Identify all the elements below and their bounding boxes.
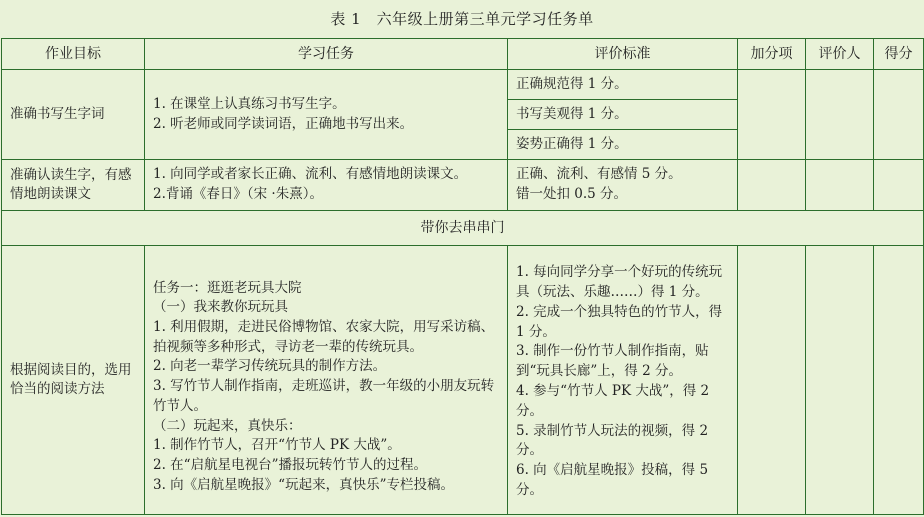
task-cell: [145, 160, 508, 211]
task-line: 任务一：逛逛老玩具大院: [153, 279, 302, 296]
table-row: [2, 246, 924, 515]
evaluator-cell: [806, 246, 874, 515]
task-line: 2.背诵《春日》（宋 ·朱熹）。: [153, 186, 323, 202]
task-line: 3. 写竹节人制作指南，走班巡讲，教一年级的小朋友玩转竹节人。: [153, 378, 495, 414]
criteria-cell: [508, 246, 738, 515]
criteria-line: 正确、流利、有感情 5 分。: [516, 166, 682, 183]
header-goal: 作业目标: [2, 39, 145, 70]
table-row: [2, 160, 924, 211]
task-cell: [145, 246, 508, 515]
header-task: 学习任务: [145, 39, 508, 70]
section-row: [2, 211, 924, 246]
table-row: [2, 70, 924, 100]
header-row: [2, 39, 924, 70]
task-line: 1. 制作竹节人，召开“竹节人 PK 大战”。: [153, 437, 401, 454]
header-score: 得分: [874, 39, 924, 70]
score-cell: [874, 246, 924, 515]
score-cell: [874, 70, 924, 160]
criteria-cell: 姿势正确得 1 分。: [508, 130, 738, 160]
task-line: 1. 向同学或者家长正确、流利、有感情地朗读课文。: [153, 166, 468, 183]
evaluator-cell: [806, 160, 874, 211]
task-line: 1. 利用假期，走进民俗博物馆、农家大院，用写采访稿、拍视频等多种形式，寻访老一辈的传统玩具。: [153, 319, 495, 355]
header-criteria: 评价标准: [508, 39, 738, 70]
header-evaluator: 评价人: [806, 39, 874, 70]
bonus-cell: [738, 70, 806, 160]
criteria-line: 错一处扣 0.5 分。: [516, 186, 628, 202]
criteria-line: 6. 向《启航星晚报》投稿，得 5 分。: [516, 462, 709, 498]
criteria-line: 1. 每向同学分享一个好玩的传统玩具（玩法、乐趣……）得 1 分。: [516, 264, 723, 301]
header-bonus: 加分项: [738, 39, 806, 70]
task-cell: [145, 70, 508, 160]
bonus-cell: [738, 160, 806, 211]
criteria-line: 3. 制作一份竹节人制作指南，贴到“玩具长廊”上，得 2 分。: [516, 343, 709, 380]
criteria-line: 5. 录制竹节人玩法的视频，得 2 分。: [516, 422, 709, 459]
task-line: 2. 听老师或同学读词语，正确地书写出来。: [153, 115, 414, 132]
score-cell: [874, 160, 924, 211]
task-line: （一）我来教你玩玩具: [153, 299, 288, 316]
criteria-cell: [508, 160, 738, 211]
bonus-cell: [738, 246, 806, 515]
goal-cell: 根据阅读目的，选用恰当的阅读方法: [2, 246, 145, 515]
table-caption: 表 1 六年级上册第三单元学习任务单: [330, 10, 594, 28]
criteria-line: 2. 完成一个独具特色的竹节人，得 1 分。: [516, 303, 723, 340]
criteria-cell: 书写美观得 1 分。: [508, 100, 738, 130]
evaluator-cell: [806, 70, 874, 160]
task-sheet-table: [1, 38, 924, 515]
goal-cell: 准确书写生字词: [2, 70, 145, 160]
section-title: 带你去串串门: [2, 211, 924, 246]
task-line: （二）玩起来，真快乐：: [153, 417, 302, 434]
goal-cell: 准确认读生字，有感情地朗读课文: [2, 160, 145, 211]
task-line: 2. 在“启航星电视台”播报玩转竹节人的过程。: [153, 456, 427, 473]
task-line: 1. 在课堂上认真练习书写生字。: [153, 95, 346, 112]
criteria-cell: 正确规范得 1 分。: [508, 70, 738, 100]
task-line: 3. 向《启航星晚报》“玩起来，真快乐”专栏投稿。: [153, 476, 454, 493]
criteria-line: 4. 参与“竹节人 PK 大战”，得 2 分。: [516, 383, 710, 419]
task-line: 2. 向老一辈学习传统玩具的制作方法。: [153, 358, 387, 375]
